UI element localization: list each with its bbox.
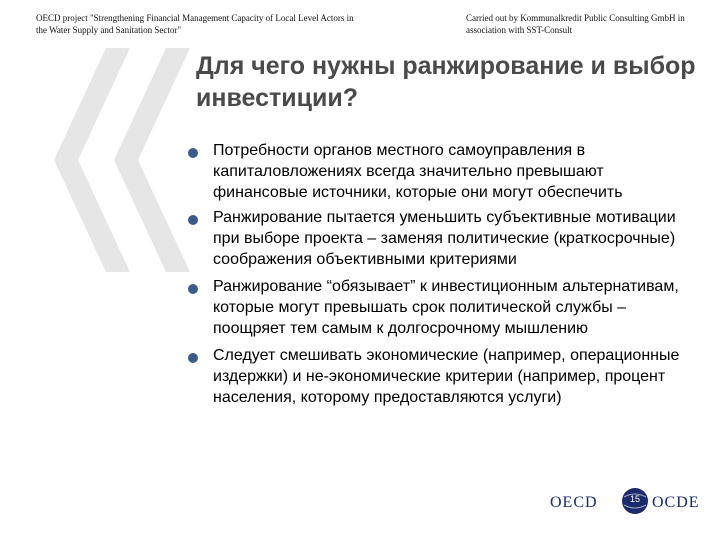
bullet-dot-icon xyxy=(188,284,198,294)
bullet-dot-icon xyxy=(188,148,198,158)
bullet-text: Потребности органов местного самоуправления в капиталовложениях всегда значительно превышают финансовые источники, которые они могут обеспечить xyxy=(213,142,623,201)
header-project-text: OECD project "Strengthening Financial Management Capacity of Local Level Actors in the Water Supply and Sanitation Sector" xyxy=(36,13,354,35)
bullet-item xyxy=(186,207,686,270)
bullet-dot-icon xyxy=(188,353,198,363)
bullet-item xyxy=(186,140,686,203)
quote-mark-icon xyxy=(48,40,198,280)
header-contractor-text: Carried out by Kommunalkredit Public Consulting GmbH in association with SST-Consult xyxy=(466,13,685,35)
slide-title: Для чего нужны ранжирование и выбор инвестиции? xyxy=(196,52,696,112)
oecd-logo-text-fr: OCDE xyxy=(652,494,700,511)
bullet-dot-icon xyxy=(188,215,198,225)
bullet-item xyxy=(186,276,686,339)
bullet-text: Ранжирование “обязывает” к инвестиционным альтернативам, которые могут превышать срок политической службы – поощряет тем самым к долгосрочному мышлению xyxy=(213,278,679,337)
oecd-logo xyxy=(550,486,710,516)
bullet-list xyxy=(186,140,686,408)
bullet-item xyxy=(186,345,686,408)
bullet-text: Следует смешивать экономические (например, операционные издержки) и не-экономические критерии (например, процент населения, которому предоставляются услуги) xyxy=(213,347,680,406)
oecd-logo-text-en: OECD xyxy=(550,494,598,511)
bullet-text: Ранжирование пытается уменьшить субъективные мотивации при выборе проекта – заменяя политические (краткосрочные) соображения объективными критериями xyxy=(213,209,676,268)
page-number: 15 xyxy=(629,494,640,504)
